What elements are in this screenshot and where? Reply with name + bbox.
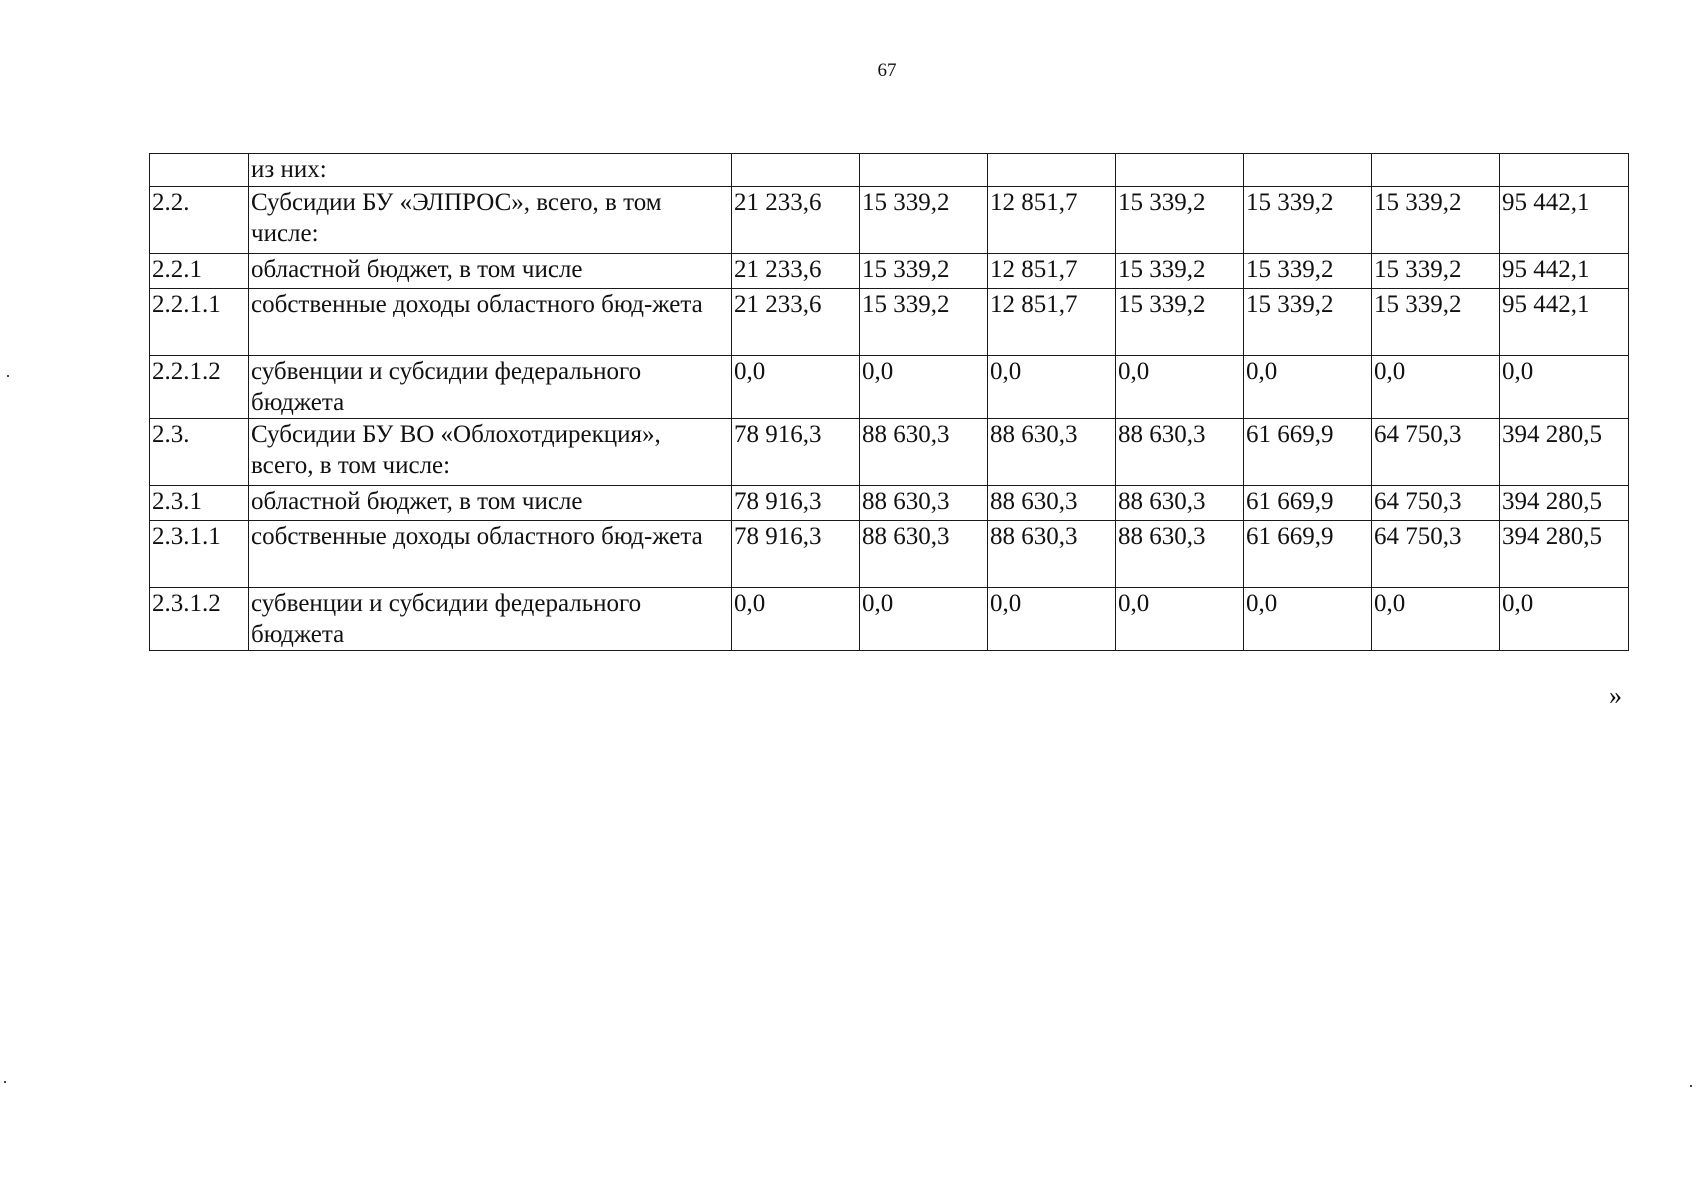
table-row	[150, 356, 1629, 419]
row-name: из них:	[249, 154, 732, 187]
value-cell	[732, 154, 860, 187]
value-cell: 0,0	[1500, 356, 1629, 419]
value-cell: 78 916,3	[732, 521, 860, 588]
value-cell	[1372, 154, 1500, 187]
value-cell	[1500, 154, 1629, 187]
budget-table	[149, 153, 1629, 651]
value-cell: 0,0	[732, 356, 860, 419]
row-name: областной бюджет, в том числе	[249, 254, 732, 289]
value-cell: 64 750,3	[1372, 419, 1500, 486]
row-code: 2.2.1.1	[150, 289, 249, 356]
value-cell: 88 630,3	[860, 419, 988, 486]
value-cell: 78 916,3	[732, 486, 860, 521]
value-cell: 0,0	[988, 588, 1116, 651]
table-row	[150, 419, 1629, 486]
value-cell: 15 339,2	[860, 254, 988, 289]
value-cell: 0,0	[1500, 588, 1629, 651]
value-cell: 15 339,2	[860, 187, 988, 254]
value-cell: 15 339,2	[1116, 289, 1244, 356]
table-row	[150, 486, 1629, 521]
value-cell: 61 669,9	[1244, 521, 1372, 588]
value-cell: 394 280,5	[1500, 419, 1629, 486]
table-row	[150, 254, 1629, 289]
scan-mark	[1690, 1085, 1692, 1087]
row-name: субвенции и субсидии федерального бюджета	[249, 356, 732, 419]
value-cell: 21 233,6	[732, 289, 860, 356]
value-cell: 88 630,3	[988, 419, 1116, 486]
row-name: субвенции и субсидии федерального бюджета	[249, 588, 732, 651]
table-row	[150, 289, 1629, 356]
table-row	[150, 154, 1629, 187]
value-cell: 0,0	[860, 588, 988, 651]
value-cell: 88 630,3	[988, 486, 1116, 521]
value-cell: 95 442,1	[1500, 254, 1629, 289]
row-code: 2.2.	[150, 187, 249, 254]
value-cell: 88 630,3	[1116, 486, 1244, 521]
value-cell	[988, 154, 1116, 187]
value-cell: 15 339,2	[1372, 187, 1500, 254]
value-cell: 12 851,7	[988, 289, 1116, 356]
value-cell: 0,0	[1244, 588, 1372, 651]
value-cell: 12 851,7	[988, 254, 1116, 289]
value-cell: 15 339,2	[1372, 254, 1500, 289]
value-cell: 12 851,7	[988, 187, 1116, 254]
value-cell: 0,0	[732, 588, 860, 651]
value-cell: 64 750,3	[1372, 521, 1500, 588]
value-cell: 0,0	[1372, 356, 1500, 419]
value-cell: 21 233,6	[732, 254, 860, 289]
table-row	[150, 588, 1629, 651]
value-cell	[1116, 154, 1244, 187]
value-cell: 0,0	[1244, 356, 1372, 419]
value-cell: 88 630,3	[988, 521, 1116, 588]
value-cell: 394 280,5	[1500, 521, 1629, 588]
row-code: 2.2.1	[150, 254, 249, 289]
value-cell: 61 669,9	[1244, 486, 1372, 521]
value-cell: 15 339,2	[1116, 254, 1244, 289]
table-row	[150, 521, 1629, 588]
value-cell: 0,0	[1116, 356, 1244, 419]
value-cell: 15 339,2	[860, 289, 988, 356]
value-cell: 88 630,3	[860, 486, 988, 521]
value-cell: 88 630,3	[1116, 419, 1244, 486]
row-name: Субсидии БУ ВО «Облохотдирекция», всего, в том числе:	[249, 419, 732, 486]
value-cell: 15 339,2	[1116, 187, 1244, 254]
row-code: 2.2.1.2	[150, 356, 249, 419]
row-code: 2.3.1.2	[150, 588, 249, 651]
value-cell: 21 233,6	[732, 187, 860, 254]
page-number: 67	[877, 60, 897, 81]
value-cell: 0,0	[1116, 588, 1244, 651]
value-cell: 95 442,1	[1500, 289, 1629, 356]
value-cell: 0,0	[988, 356, 1116, 419]
row-code: 2.3.	[150, 419, 249, 486]
value-cell: 0,0	[1372, 588, 1500, 651]
value-cell	[860, 154, 988, 187]
value-cell: 15 339,2	[1372, 289, 1500, 356]
row-name: областной бюджет, в том числе	[249, 486, 732, 521]
row-name: собственные доходы областного бюд-жета	[249, 521, 732, 588]
value-cell: 15 339,2	[1244, 187, 1372, 254]
scan-mark	[7, 375, 9, 377]
value-cell: 95 442,1	[1500, 187, 1629, 254]
value-cell: 88 630,3	[1116, 521, 1244, 588]
value-cell	[1244, 154, 1372, 187]
value-cell: 88 630,3	[860, 521, 988, 588]
closing-quote: »	[1609, 681, 1622, 710]
value-cell: 394 280,5	[1500, 486, 1629, 521]
value-cell: 61 669,9	[1244, 419, 1372, 486]
value-cell: 15 339,2	[1244, 289, 1372, 356]
scan-mark	[4, 1081, 6, 1083]
row-name: Субсидии БУ «ЭЛПРОС», всего, в том числе:	[249, 187, 732, 254]
value-cell: 78 916,3	[732, 419, 860, 486]
row-code	[150, 154, 249, 187]
value-cell: 0,0	[860, 356, 988, 419]
table-row	[150, 187, 1629, 254]
row-name: собственные доходы областного бюд-жета	[249, 289, 732, 356]
value-cell: 64 750,3	[1372, 486, 1500, 521]
row-code: 2.3.1	[150, 486, 249, 521]
value-cell: 15 339,2	[1244, 254, 1372, 289]
row-code: 2.3.1.1	[150, 521, 249, 588]
